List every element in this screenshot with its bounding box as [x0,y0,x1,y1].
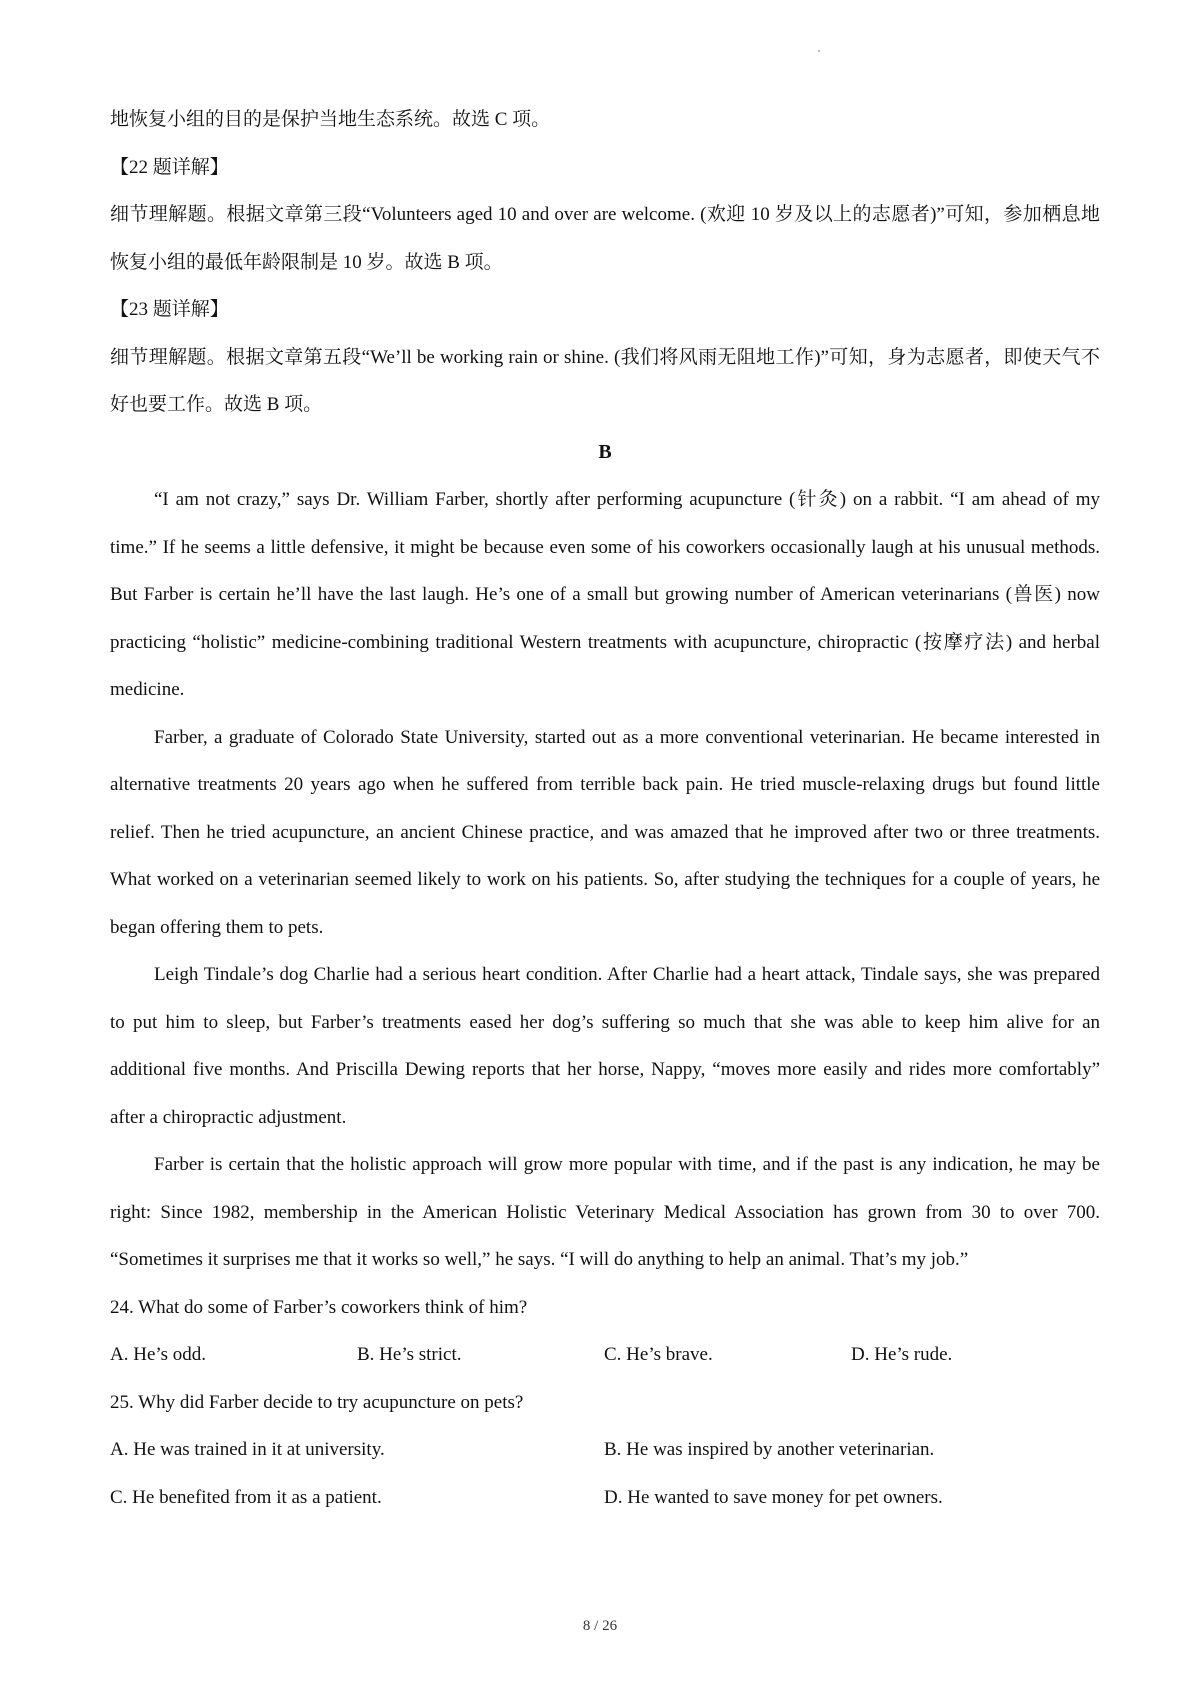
q24-options [110,1331,1100,1379]
q25-stem: 25. Why did Farber decide to try acupuncture on pets? [110,1391,524,1413]
q25-option-b: B. He was inspired by another veterinarian. [604,1439,935,1460]
passage-paragraph-1: “I am not crazy,” says Dr. William Farber, shortly after performing acupuncture (针灸) on a rabbit. “I am ahead of my time.” If he seems a little defensive, it might be because even some of his coworkers occasionally laugh at his unusual methods. But Farber is certain he’ll have the last laugh. He’s one of a small but growing number of American veterinarians (兽医) now practicing “holistic” medicine-combining traditional Western treatments with acupuncture, chiropractic (按摩疗法) and herbal medicine. [110,489,1100,700]
q24-option-d: D. He’s rude. [851,1344,953,1365]
q24-stem: 24. What do some of Farber’s coworkers think of him? [110,1296,528,1318]
q24-option-b: B. He’s strict. [357,1344,462,1365]
q22-explanation: 细节理解题。根据文章第三段“Volunteers aged 10 and over are welcome. (欢迎 10 岁及以上的志愿者)”可知，参加栖息地恢复小组的最低年龄限制是 10 岁。故选 B 项。 [110,204,1100,273]
top-fragment: 地恢复小组的目的是保护当地生态系统。故选 C 项。 [110,109,551,130]
q24-option-a: A. He’s odd. [110,1344,207,1365]
q25-option-c: C. He benefited from it as a patient. [110,1486,382,1508]
q23-heading: 【23 题详解】 [110,299,229,320]
q25-options-row-1 [110,1426,1100,1474]
passage-paragraph-2: Farber, a graduate of Colorado State University, started out as a more conventional veterinarian. He became interested in alternative treatments 20 years ago when he suffered from terrible back pain. He tried muscle-relaxing drugs but found little relief. Then he tried acupuncture, an ancient Chinese practice, and was amazed that he improved after two or three treatments. What worked on a veterinarian seemed likely to work on his patients. So, after studying the techniques for a couple of years, he began offering them to pets. [110,726,1100,938]
section-b-title: B [598,440,612,463]
passage-paragraph-4: Farber is certain that the holistic approach will grow more popular with time, and if the past is any indication, he may be right: Since 1982, membership in the American Holistic Veterinary Medical Association has grown from 30 to over 700. “Sometimes it surprises me that it works so well,” he says. “I will do anything to help an animal. That’s my job.” [110,1154,1100,1270]
q22-heading: 【22 题详解】 [110,156,229,178]
q25-options-row-2 [110,1474,1100,1522]
scan-dot [818,50,820,52]
document-body [110,96,1100,1521]
passage-paragraph-3: Leigh Tindale’s dog Charlie had a serious heart condition. After Charlie had a heart attack, Tindale says, she was prepared to put him to sleep, but Farber’s treatments eased her dog’s suffering so much that she was able to keep him alive for an additional five months. And Priscilla Dewing reports that her horse, Nappy, “moves more easily and rides more comfortably” after a chiropractic adjustment. [110,964,1100,1128]
q25-option-a: A. He was trained in it at university. [110,1439,385,1460]
q24-option-c: C. He’s brave. [604,1344,713,1365]
page-number: 8 / 26 [582,1618,618,1634]
q25-option-d: D. He wanted to save money for pet owners. [604,1486,943,1508]
q23-explanation: 细节理解题。根据文章第五段“We’ll be working rain or shine. (我们将风雨无阻地工作)”可知，身为志愿者，即使天气不好也要工作。故选 B 项。 [110,346,1100,415]
